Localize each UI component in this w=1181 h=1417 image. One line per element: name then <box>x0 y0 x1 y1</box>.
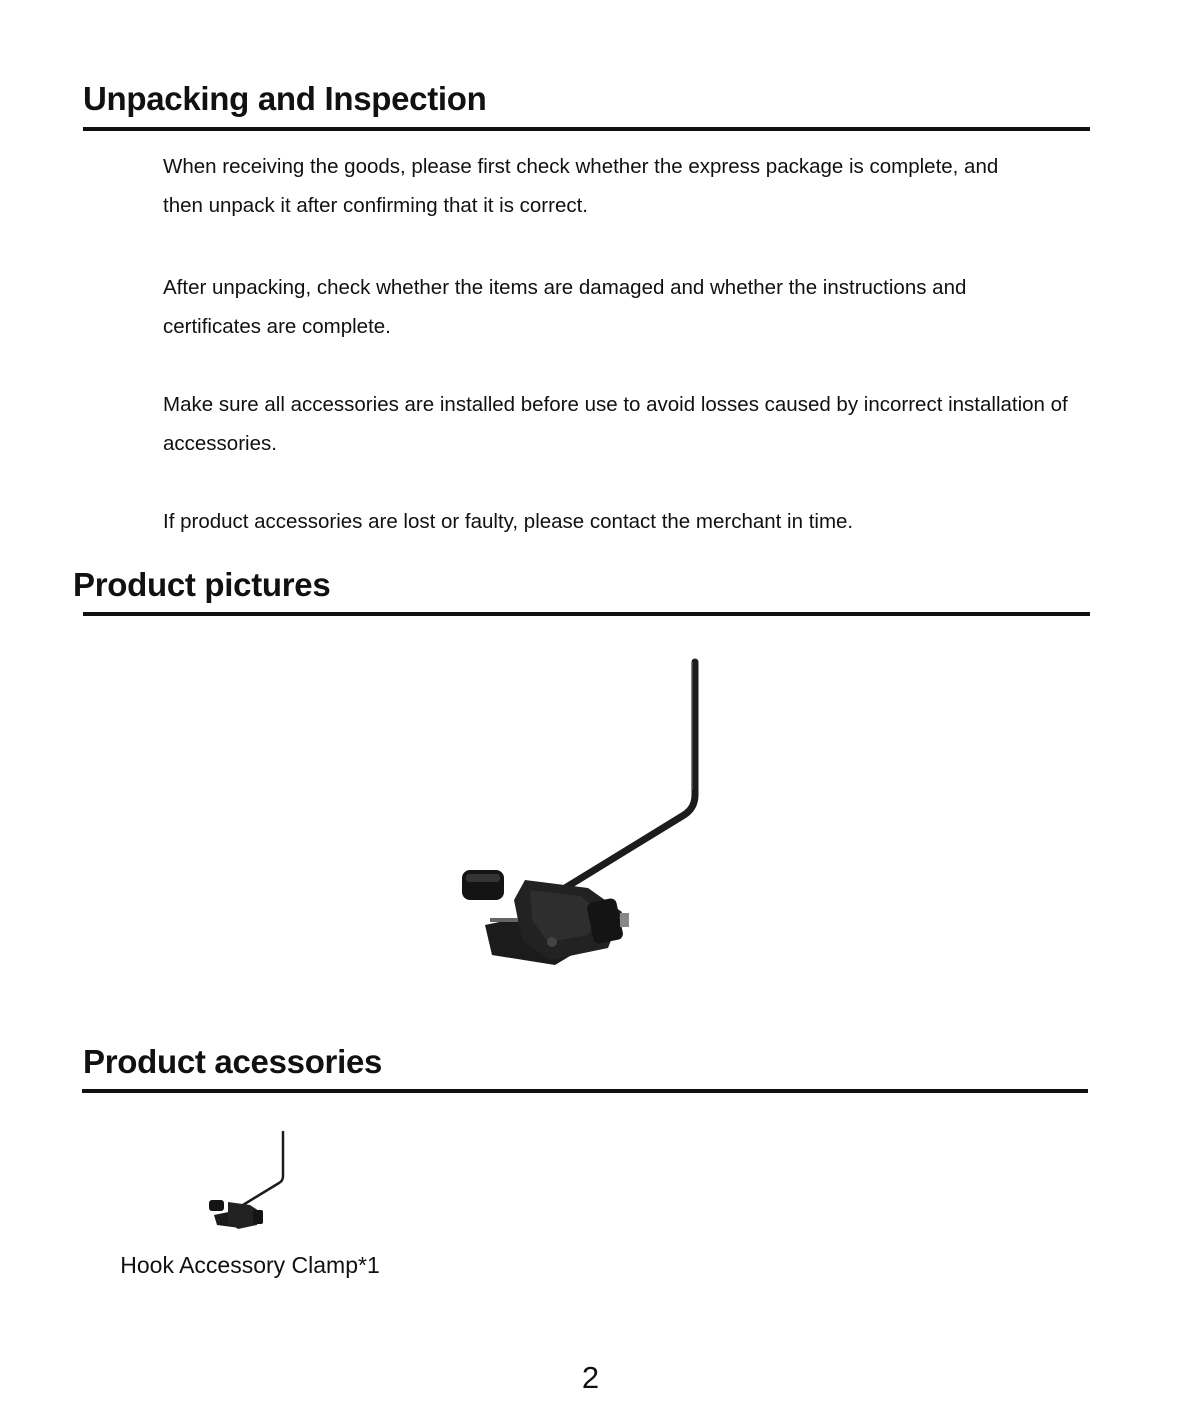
section-title-unpacking: Unpacking and Inspection <box>83 80 487 117</box>
section-title-pictures: Product pictures <box>73 566 331 603</box>
paragraph: After unpacking, check whether the items are damaged and whether the instructions and certificates are complete. <box>163 276 967 338</box>
paragraph: Make sure all accessories are installed before use to avoid losses caused by incorrect installation of accessories. <box>163 393 1068 455</box>
paragraph: If product accessories are lost or faulty, please contact the merchant in time. <box>163 510 854 533</box>
page-number: 2 <box>581 1360 600 1395</box>
accessory-caption: Hook Accessory Clamp*1 <box>120 1252 380 1278</box>
paragraph: When receiving the goods, please first check whether the express package is complete, and then unpack it after confirming that it is correct. <box>163 155 999 217</box>
section-title-accessories: Product acessories <box>83 1043 383 1080</box>
section-divider <box>82 1089 1088 1093</box>
accessory-thumbnail <box>200 1128 310 1233</box>
product-photo <box>430 650 750 995</box>
section-divider <box>83 612 1090 616</box>
section-divider <box>83 127 1090 131</box>
